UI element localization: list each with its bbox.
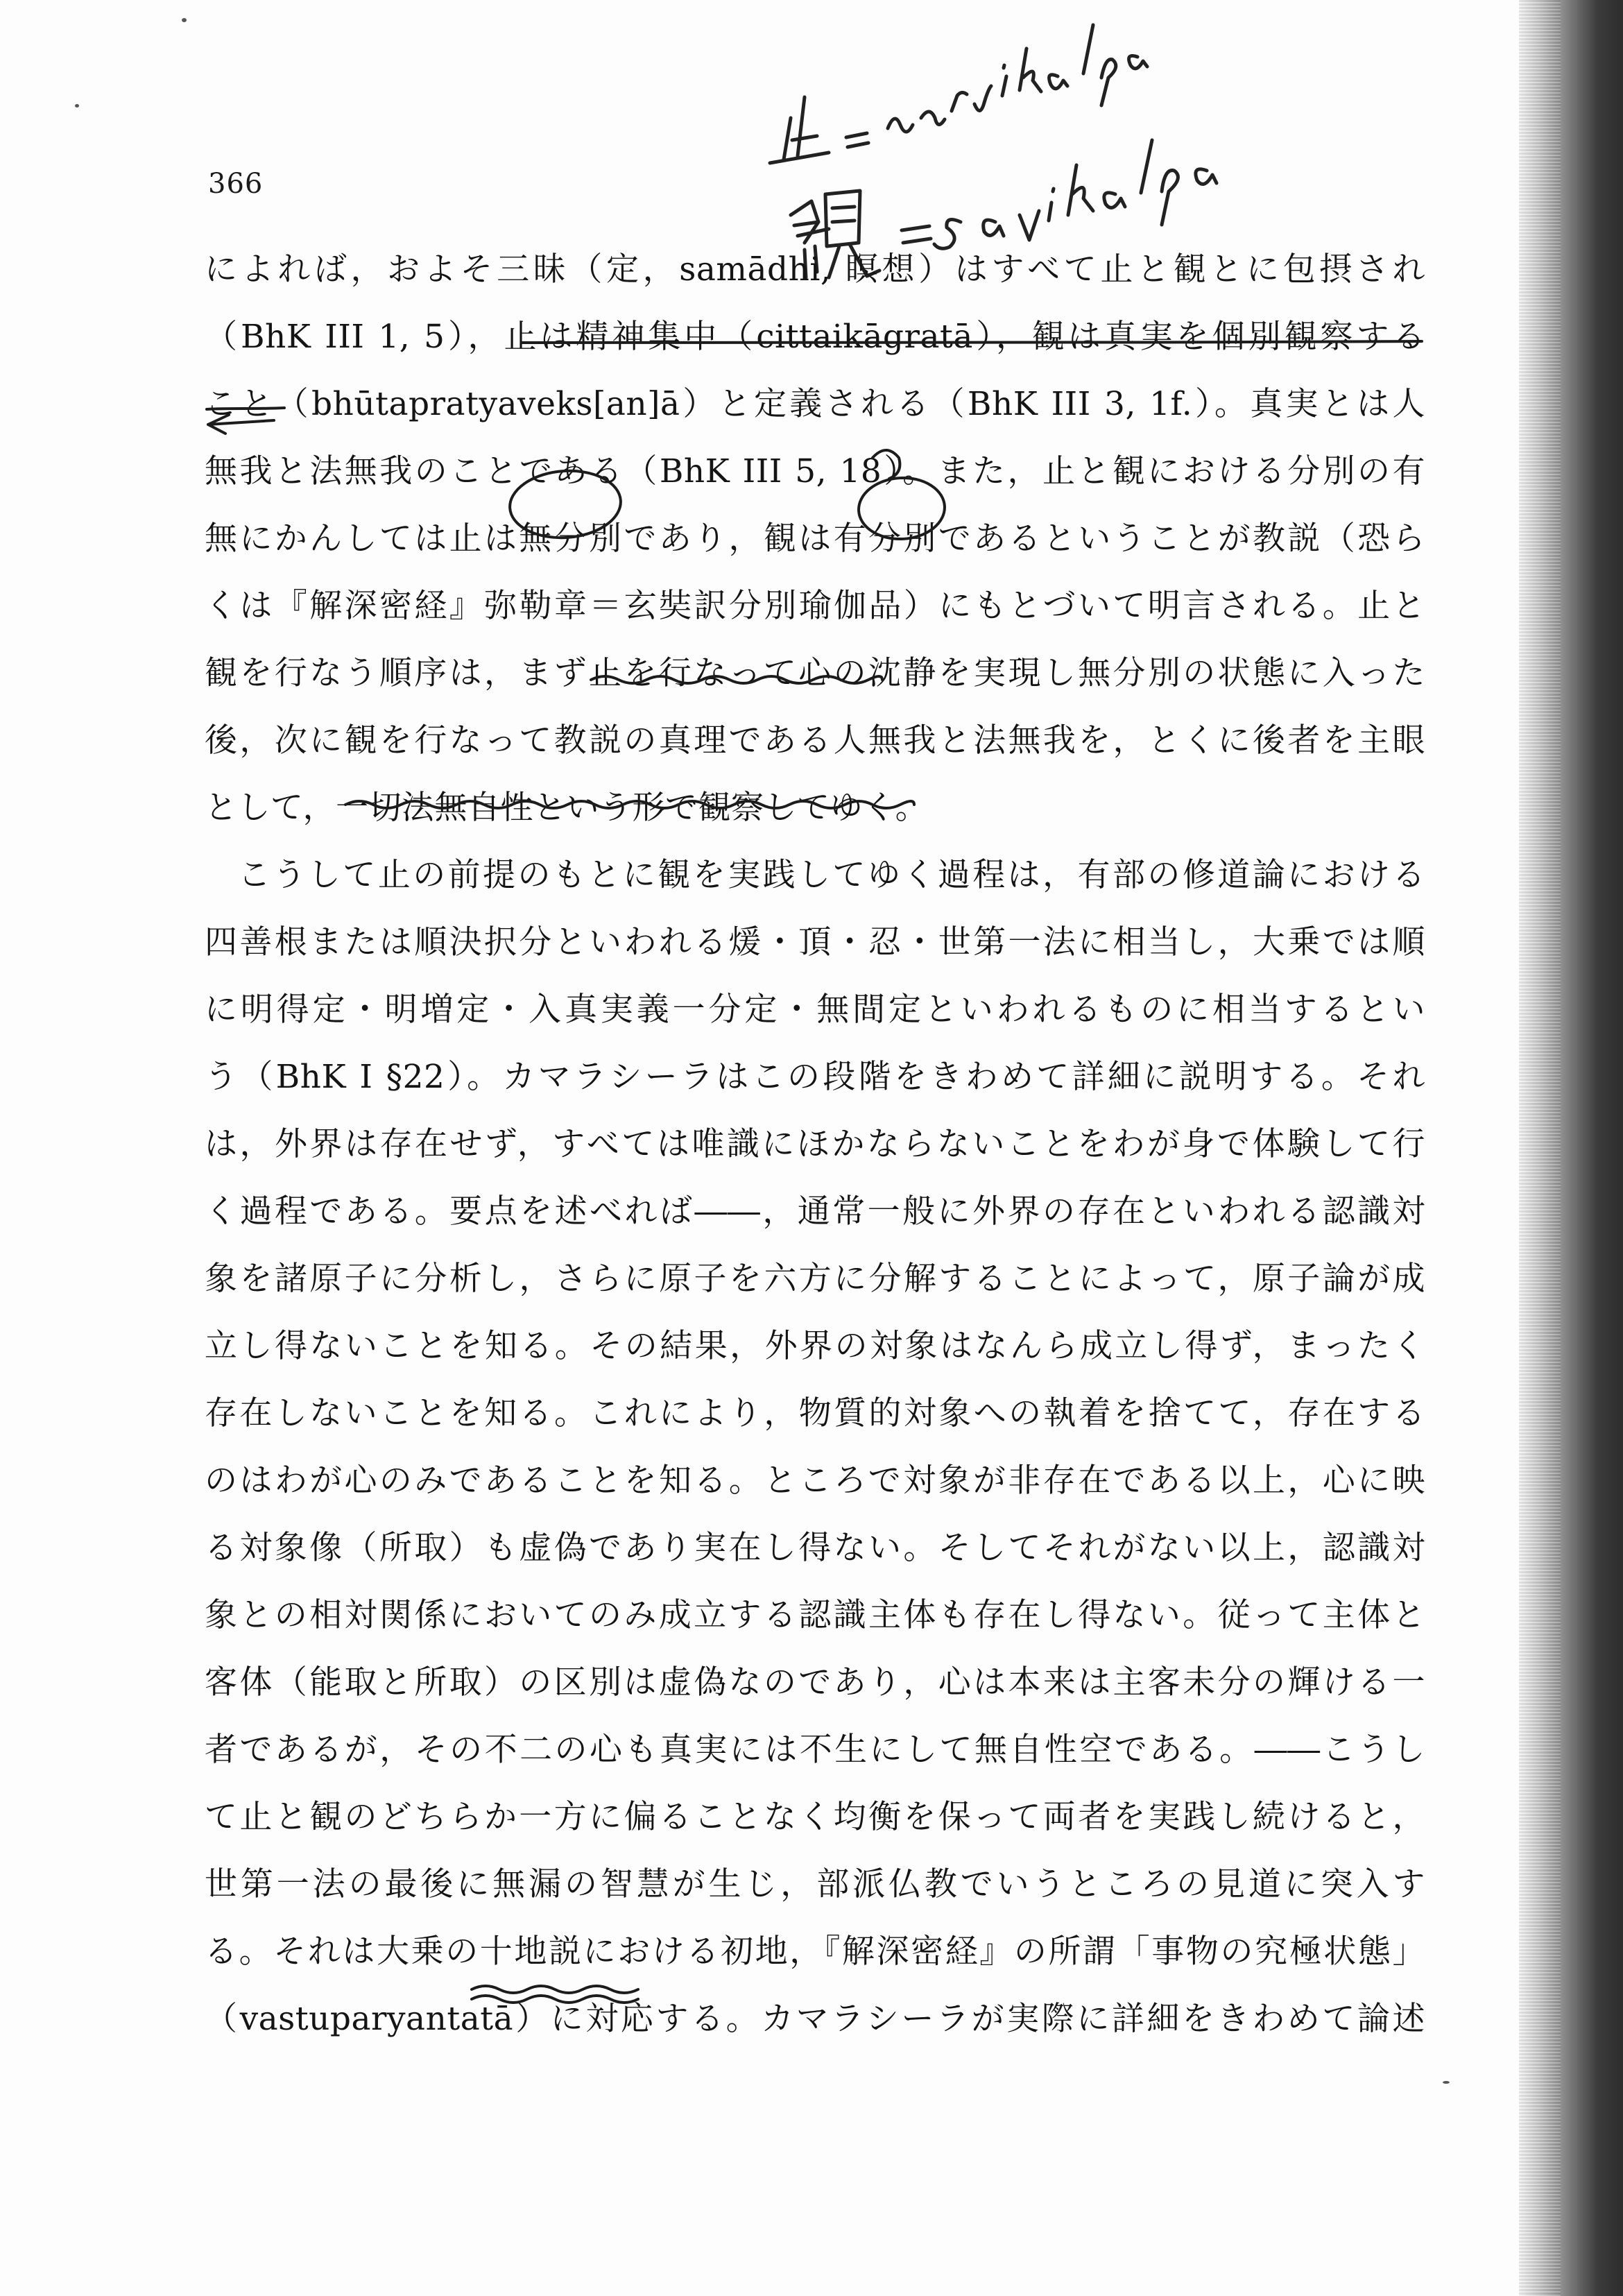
text-line: 象との相対関係においてのみ成立する認識主体も存在し得ない。従って主体と xyxy=(205,1596,1425,1634)
text-line: 無我と法無我のことである（BhK III 5, 18）。また，止と観における分別の有 xyxy=(205,452,1425,490)
text-line: る。それは大乗の十地説における初地，『解深密経』の所謂「事物の究極状態」 xyxy=(205,1933,1425,1971)
text-line: に明得定・明増定・入真実義一分定・無間定といわれるものに相当するとい xyxy=(205,991,1425,1029)
text-line: （vastuparyantatā）に対応する。カマラシーラが実際に詳細をきわめて論述 xyxy=(205,2000,1425,2038)
text-line: て止と観のどちらか一方に偏ることなく均衡を保って両者を実践し続けると， xyxy=(205,1798,1425,1836)
text-line: 象を諸原子に分析し，さらに原子を六方に分解することによって，原子論が成 xyxy=(205,1260,1425,1298)
text-line: 客体（能取と所取）の区別は虚偽なのであり，心は本来は主客未分の輝ける一 xyxy=(205,1663,1425,1702)
text-line: こうして止の前提のもとに観を実践してゆく過程は，有部の修道論における xyxy=(238,856,1425,894)
scan-speck xyxy=(182,18,187,22)
text-line: は，外界は存在せず，すべては唯識にほかならないことをわが身で体験して行 xyxy=(205,1125,1425,1163)
text-line: 者であるが，その不二の心も真実には不生にして無自性空である。――こうし xyxy=(205,1731,1425,1769)
text-line: によれば，およそ三昧（定，samādhi, 瞑想）はすべて止と観とに包摂され xyxy=(205,250,1425,289)
text-line: くは『解深密経』弥勒章＝玄奘訳分別瑜伽品）にもとづいて明言される。止と xyxy=(205,587,1425,625)
body-text xyxy=(205,236,1425,2053)
text-line: こと（bhūtapratyaveks[an]ā）と定義される（BhK III 3, 1f.）。真実とは人 xyxy=(205,385,1425,423)
text-line: （BhK III 1, 5），止は精神集中（cittaikāgratā），観は真実を個別観察する xyxy=(205,318,1425,356)
scan-speck xyxy=(1443,2081,1450,2084)
text-line: う（BhK I §22）。カマラシーラはこの段階をきわめて詳細に説明する。それ xyxy=(205,1058,1425,1096)
text-line: のはわが心のみであることを知る。ところで対象が非存在である以上，心に映 xyxy=(205,1462,1425,1500)
scan-binding-shadow xyxy=(1519,0,1623,2296)
text-line: として，一切法無自性という形で観察してゆく。 xyxy=(205,789,929,827)
text-line: 立し得ないことを知る。その結果，外界の対象はなんら成立し得ず，まったく xyxy=(205,1327,1425,1365)
text-line: 無にかんしては止は無分別であり，観は有分別であるということが教説（恐ら xyxy=(205,520,1425,558)
text-line: 観を行なう順序は，まず止を行なって心の沈静を実現し無分別の状態に入った xyxy=(205,654,1425,692)
scan-speck xyxy=(75,104,79,108)
page-number: 366 xyxy=(208,168,264,200)
text-line: 後，次に観を行なって教説の真理である人無我と法無我を，とくに後者を主眼 xyxy=(205,721,1425,760)
text-line: 四善根または順決択分といわれる煖・頂・忍・世第一法に相当し，大乗では順 xyxy=(205,923,1425,961)
text-line: 世第一法の最後に無漏の智慧が生じ，部派仏教でいうところの見道に突入す xyxy=(205,1865,1425,1903)
text-line: く過程である。要点を述べれば――，通常一般に外界の存在といわれる認識対 xyxy=(205,1192,1425,1231)
text-line: る対象像（所取）も虚偽であり実在し得ない。そしてそれがない以上，認識対 xyxy=(205,1529,1425,1567)
text-line: 存在しないことを知る。これにより，物質的対象への執着を捨てて，存在する xyxy=(205,1394,1425,1432)
